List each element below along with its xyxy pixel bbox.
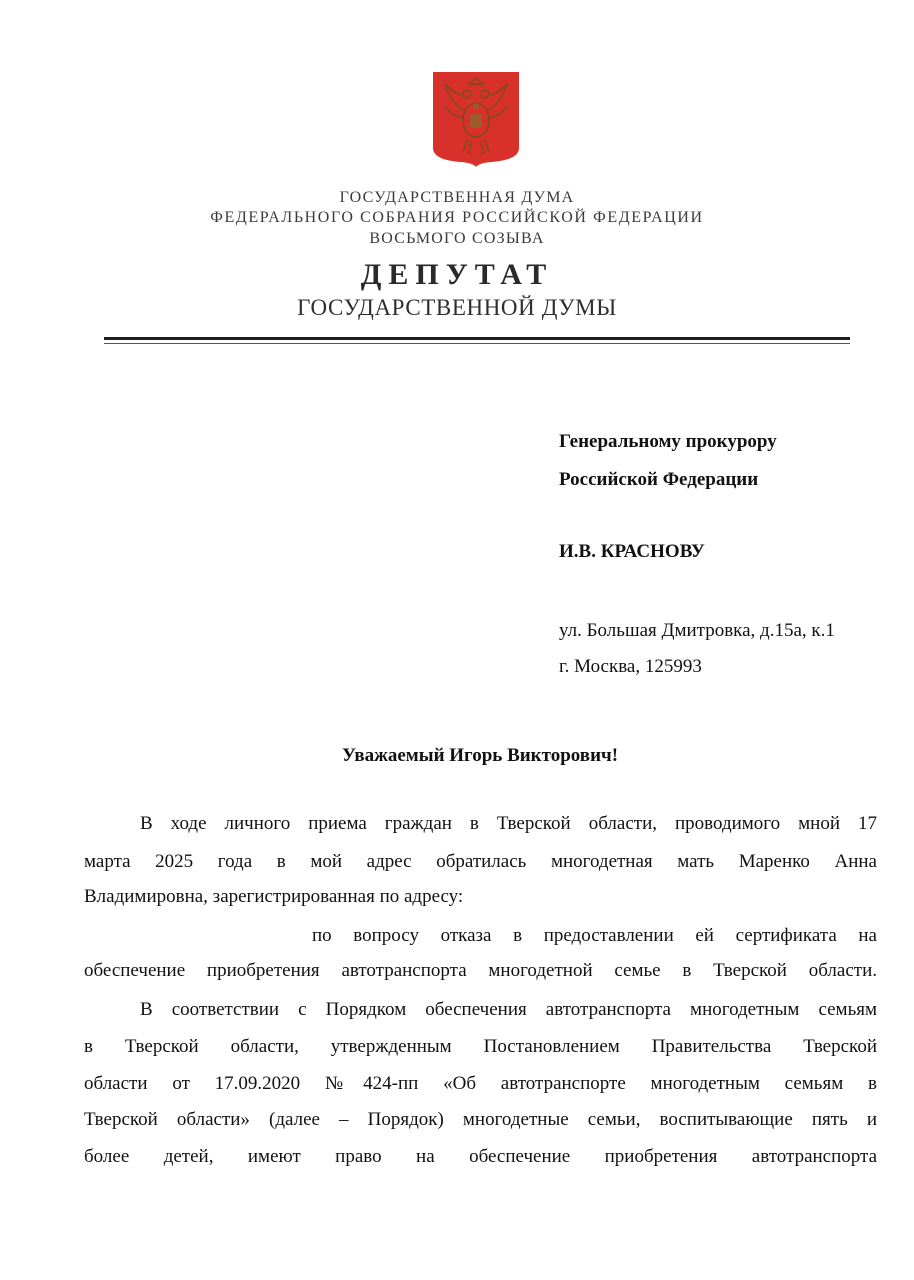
header-divider-thin	[104, 343, 850, 344]
body-line: более детей, имеют право на обеспечение приобретения автотранспорта	[84, 1146, 877, 1167]
addressee-name: И.В. КРАСНОВУ	[559, 541, 705, 562]
greeting: Уважаемый Игорь Викторович!	[341, 745, 619, 766]
addressee-title-line2: Российской Федерации	[559, 469, 759, 490]
addressee-city: г. Москва, 125993	[559, 656, 702, 677]
body-line: Тверской области» (далее – Порядок) многодетные семьи, воспитывающие пять и	[84, 1109, 877, 1130]
body-line: марта 2025 года в мой адрес обратилась многодетная мать Маренко Анна	[84, 851, 877, 872]
org-name-line1: ГОСУДАРСТВЕННАЯ ДУМА	[339, 189, 575, 206]
body-line: обеспечение приобретения автотранспорта многодетной семье в Тверской области.	[84, 960, 877, 981]
russian-coat-of-arms-icon	[431, 70, 521, 168]
body-line: В соответствии с Порядком обеспечения автотранспорта многодетным семьям	[140, 999, 877, 1020]
body-line: области от 17.09.2020 №424-пп «Об автотранспорте многодетным семьям в	[84, 1073, 877, 1094]
body-line: Владимировна, зарегистрированная по адресу:	[84, 886, 464, 907]
org-name-line2: ФЕДЕРАЛЬНОГО СОБРАНИЯ РОССИЙСКОЙ ФЕДЕРАЦИИ	[210, 209, 704, 226]
addressee-street: ул. Большая Дмитровка, д.15а, к.1	[559, 620, 835, 641]
body-line: по вопросу отказа в предоставлении ей сертификата на	[312, 925, 877, 946]
letterhead-subtitle: ГОСУДАРСТВЕННОЙ ДУМЫ	[297, 295, 617, 320]
letterhead-title: ДЕПУТАТ	[360, 258, 554, 291]
body-line: В ходе личного приема граждан в Тверской области, проводимого мной 17	[140, 813, 877, 834]
org-convocation: ВОСЬМОГО СОЗЫВА	[369, 230, 545, 247]
body-line: в Тверской области, утвержденным Постановлением Правительства Тверской	[84, 1036, 877, 1057]
addressee-title-line1: Генеральному прокурору	[559, 431, 777, 452]
header-divider-thick	[104, 337, 850, 340]
